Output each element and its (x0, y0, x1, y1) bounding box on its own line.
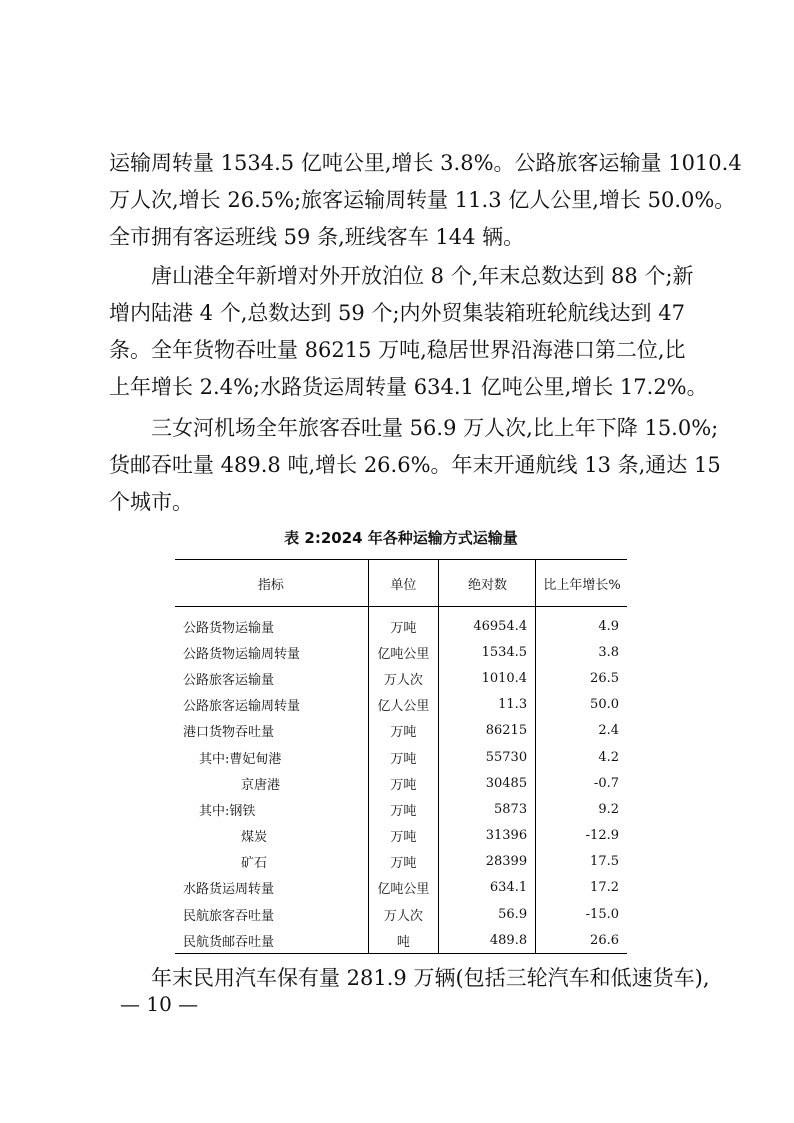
paragraph-line: 运输周转量 1534.5 亿吨公里,增长 3.8%。公路旅客运输量 1010.4 (109, 151, 742, 175)
paragraph-line: 增内陆港 4 个,总数达到 59 个;内外贸集装箱班轮航线达到 47 (109, 301, 685, 325)
table-row (175, 875, 627, 901)
table-row (175, 692, 627, 718)
header-indicator: 指标 (175, 560, 368, 607)
cell-growth: 4.2 (536, 744, 627, 770)
table-header-row (175, 560, 627, 607)
paragraph-line: 条。全年货物吞吐量 86215 万吨,稳居世界沿海港口第二位,比 (109, 338, 686, 362)
paragraph-line: 年末民用汽车保有量 281.9 万辆(包括三轮汽车和低速货车), (151, 966, 710, 990)
cell-unit: 万吨 (368, 770, 438, 796)
paragraph-line: 上年增长 2.4%;水路货运周转量 634.1 亿吨公里,增长 17.2%。 (109, 375, 708, 399)
cell-value: 11.3 (438, 692, 535, 718)
paragraph-tangshan-port (109, 258, 708, 406)
cell-indicator: 煤炭 (241, 830, 268, 846)
cell-unit: 吨 (368, 927, 438, 954)
paragraph-line: 全市拥有客运班线 59 条,班线客车 144 辆。 (109, 225, 525, 249)
table-row (175, 927, 627, 954)
table-row (175, 823, 627, 849)
paragraph-line: 三女河机场全年旅客吞吐量 56.9 万人次,比上年下降 15.0%; (151, 416, 719, 440)
cell-indicator: 公路旅客运输量 (183, 672, 275, 688)
cell-unit: 万人次 (368, 901, 438, 927)
cell-growth: 3.8 (536, 639, 627, 665)
cell-value: 30485 (438, 770, 535, 796)
cell-value: 1010.4 (438, 665, 535, 691)
cell-unit: 万吨 (368, 796, 438, 822)
cell-growth: -0.7 (536, 770, 627, 796)
table-row (175, 770, 627, 796)
cell-unit: 亿吨公里 (368, 639, 438, 665)
cell-value: 634.1 (438, 875, 535, 901)
paragraph-line: 个城市。 (109, 490, 193, 514)
cell-value: 28399 (438, 849, 535, 875)
table-row (175, 639, 627, 665)
cell-value: 46954.4 (438, 607, 535, 640)
cell-unit: 万吨 (368, 823, 438, 849)
header-absolute: 绝对数 (438, 560, 535, 607)
cell-indicator: 港口货物吞吐量 (183, 725, 275, 741)
table-row (175, 718, 627, 744)
table-row (175, 901, 627, 927)
cell-indicator: 民航货邮吞吐量 (175, 927, 368, 954)
paragraph-airport (109, 410, 721, 521)
cell-indicator: 其中:钢铁 (199, 803, 256, 819)
cell-unit: 万吨 (368, 849, 438, 875)
table-row (175, 744, 627, 770)
cell-growth: 9.2 (536, 796, 627, 822)
cell-indicator: 水路货运周转量 (183, 882, 275, 898)
cell-value: 1534.5 (438, 639, 535, 665)
cell-value: 86215 (438, 718, 535, 744)
cell-unit: 亿吨公里 (368, 875, 438, 901)
header-unit: 单位 (368, 560, 438, 607)
cell-growth: 17.5 (536, 849, 627, 875)
cell-growth: 4.9 (536, 607, 627, 640)
cell-value: 5873 (438, 796, 535, 822)
paragraph-line: 万人次,增长 26.5%;旅客运输周转量 11.3 亿人公里,增长 50.0%。 (109, 188, 736, 212)
cell-growth: 50.0 (536, 692, 627, 718)
cell-indicator: 民航旅客吞吐量 (183, 908, 275, 924)
table-row (175, 796, 627, 822)
cell-unit: 万吨 (368, 744, 438, 770)
paragraph-line: 唐山港全年新增对外开放泊位 8 个,年末总数达到 88 个;新 (151, 264, 694, 288)
cell-growth: 17.2 (536, 875, 627, 901)
cell-unit: 万吨 (368, 607, 438, 640)
cell-growth: 26.5 (536, 665, 627, 691)
cell-indicator: 矿石 (241, 856, 268, 872)
table-row (175, 849, 627, 875)
page-number: — 10 — (120, 992, 199, 1016)
paragraph-road-transport (109, 145, 742, 256)
cell-indicator: 公路货物运输周转量 (183, 646, 301, 662)
cell-value: 55730 (438, 744, 535, 770)
transport-volume-table (175, 559, 627, 954)
cell-value: 56.9 (438, 901, 535, 927)
cell-unit: 万人次 (368, 665, 438, 691)
cell-unit: 亿人公里 (368, 692, 438, 718)
table-row (175, 665, 627, 691)
cell-unit: 万吨 (368, 718, 438, 744)
cell-indicator: 公路货物运输量 (183, 620, 275, 636)
cell-indicator: 京唐港 (241, 777, 281, 793)
paragraph-line: 货邮吞吐量 489.8 吨,增长 26.6%。年末开通航线 13 条,通达 15 (109, 453, 721, 477)
table-caption: 表 2:2024 年各种运输方式运输量 (284, 529, 518, 547)
cell-growth: 26.6 (536, 927, 627, 954)
cell-indicator: 公路旅客运输周转量 (183, 699, 301, 715)
table-row (175, 607, 627, 640)
cell-growth: -15.0 (536, 901, 627, 927)
cell-indicator: 其中:曹妃甸港 (199, 751, 282, 767)
cell-growth: -12.9 (536, 823, 627, 849)
header-growth: 比上年增长% (536, 560, 627, 607)
cell-value: 31396 (438, 823, 535, 849)
cell-growth: 2.4 (536, 718, 627, 744)
cell-value: 489.8 (438, 927, 535, 954)
